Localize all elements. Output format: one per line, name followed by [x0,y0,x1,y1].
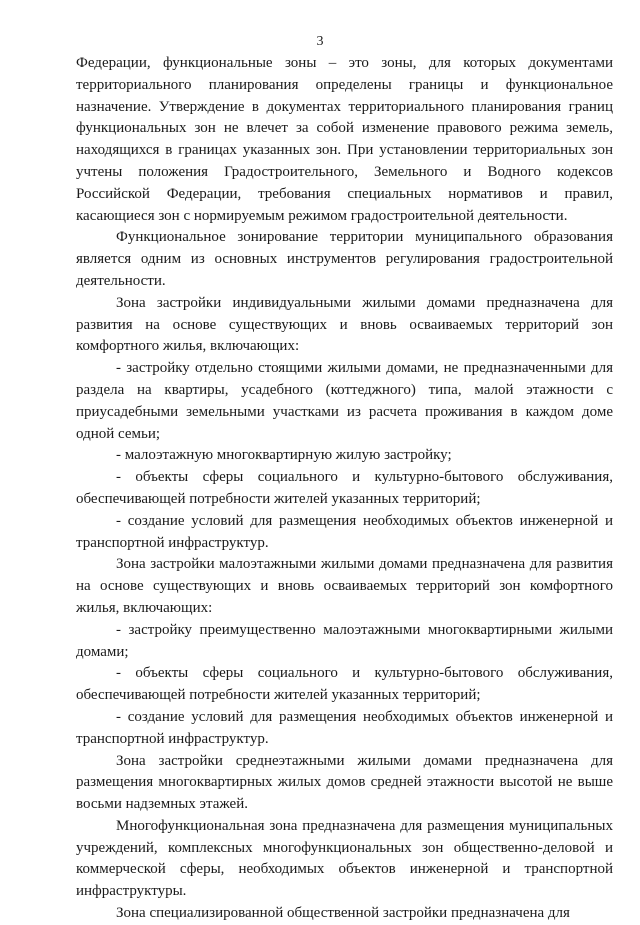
list-item-low-rise-apartments: - малоэтажную многоквартирную жилую застройку; [116,447,452,464]
list-item-low-rise-buildings: - застройку преимущественно малоэтажными многоквартирными жилыми домами; [76,621,613,660]
list-item-infrastructure: - создание условий для размещения необходимых объектов инженерной и транспортной инфраструктур. [76,708,613,747]
page-number: 3 [316,34,324,49]
paragraph-low-rise-zone: Зона застройки малоэтажными жилыми домами предназначена для развития на основе существующих и вновь осваиваемых территорий зон комфортного жилья, включающих: [76,556,613,616]
paragraph-mid-rise-zone: Зона застройки среднеэтажными жилыми домами предназначена для размещения многоквартирных жилых домов средней этажности высотой не выше восьми надземных этажей. [76,752,613,813]
paragraph-functional-zoning: Функциональное зонирование территории муниципального образования является одним из основных инструментов регулирования градостроительной деятельности. [76,229,613,289]
list-item-social-services: - объекты сферы социального и культурно-бытового обслуживания, обеспечивающей потребности жителей указанных территорий; [76,469,613,507]
paragraph-specialized-public-zone: Зона специализированной общественной застройки предназначена для [116,905,570,922]
list-item-social-services: - объекты сферы социального и культурно-бытового обслуживания, обеспечивающей потребности жителей указанных территорий; [76,665,613,704]
list-item-infrastructure: - создание условий для размещения необходимых объектов инженерной и транспортной инфраструктур. [76,512,613,551]
list-item-detached-houses: - застройку отдельно стоящими жилыми домами, не предназначенными для раздела на квартиры, усадебного (коттеджного) типа, малой этажности с приусадебными земельными участками из расчета проживания в каждом доме одной семьи; [76,360,613,442]
document-body [76,53,613,925]
paragraph-multifunctional-zone: Многофункциональная зона предназначена для размещения муниципальных учреждений, комплексных многофункциональных зон общественно-деловой и коммерческой сферы, необходимых объектов инженерной и транспортной инфраструктуры. [76,817,613,900]
paragraph-continuation: Федерации, функциональные зоны – это зоны, для которых документами территориального планирования определены границы и функциональное назначение. Утверждение в документах территориального планирования границ функциональных зон не влечет за собой изменение правового режима земель, находящихся в границах указанных зон. При установлении территориальных зон учтены положения Градостроительного, Земельного и Водного кодексов Российской Федерации, требования специальных нормативов и правил, касающиеся зон с нормируемым режимом градостроительной деятельности. [76,55,613,224]
paragraph-individual-housing-zone: Зона застройки индивидуальными жилыми домами предназначена для развития на основе существующих и вновь осваиваемых территорий зон комфортного жилья, включающих: [76,294,613,355]
